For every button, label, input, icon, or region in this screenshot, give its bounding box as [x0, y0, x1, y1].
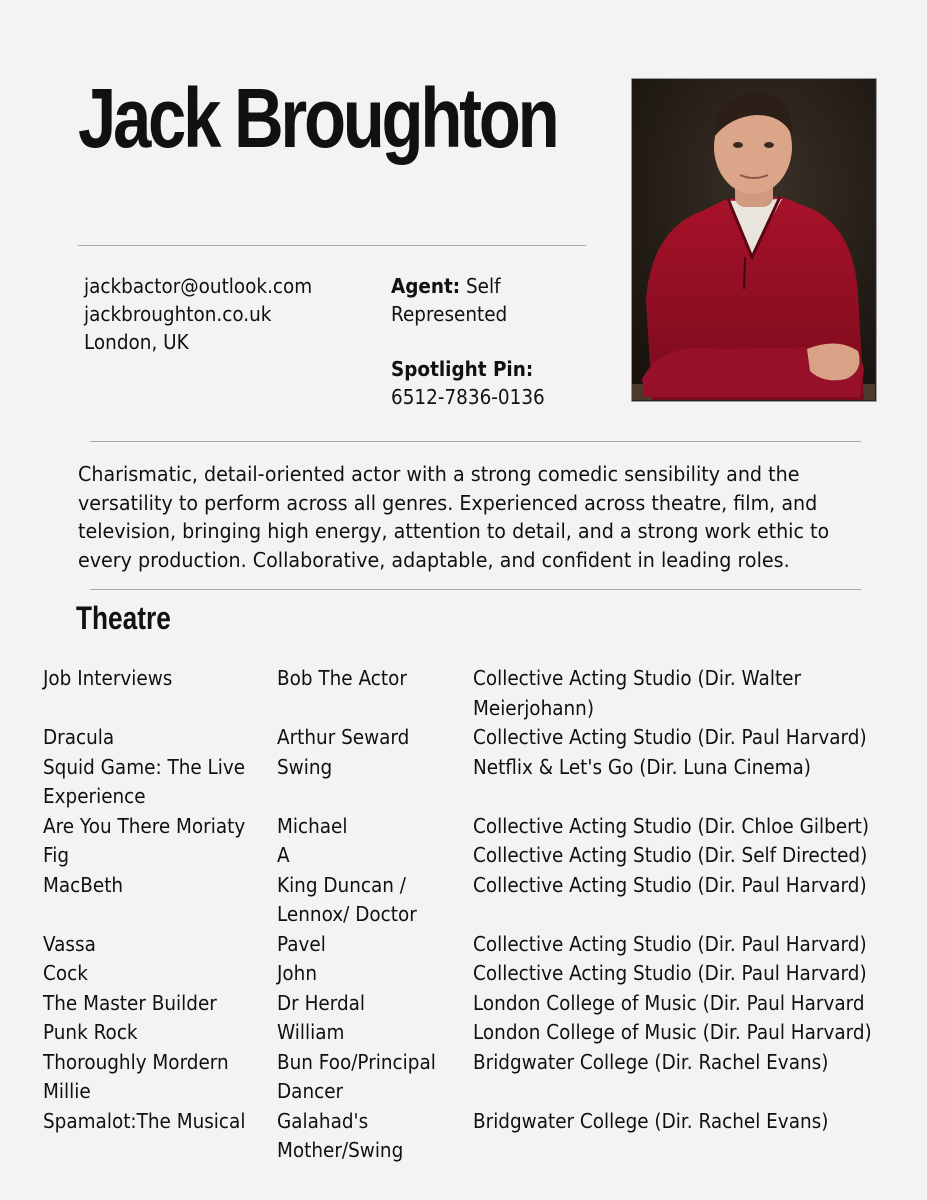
- role-cell: [277, 841, 473, 871]
- production-title: Are You There Moriaty: [43, 813, 246, 838]
- spotlight-pin-value: 6512-7836-0136: [391, 385, 545, 409]
- bio-bottom-divider: [90, 589, 861, 590]
- table-row: [43, 753, 903, 812]
- role-cell: [277, 1107, 473, 1166]
- agent-spacer: [391, 328, 545, 355]
- company-cell: [473, 664, 903, 723]
- company-cell: [473, 753, 903, 812]
- actor-name: Jack Broughton: [78, 71, 557, 165]
- production-title: Thoroughly Mordern Millie: [43, 1049, 229, 1103]
- production-title: Dracula: [43, 725, 115, 749]
- company-name: Collective Acting Studio (Dir. Paul Harvard): [473, 931, 867, 956]
- pin-label-line: [391, 355, 545, 383]
- production-cell: [43, 812, 277, 842]
- bio-top-divider: [90, 441, 861, 442]
- company-cell: [473, 871, 903, 930]
- bio-line: versatility to perform across all genres. Experienced across theatre, film, and: [78, 490, 818, 515]
- location-text: London, UK: [84, 330, 189, 354]
- headshot-photo: [631, 78, 877, 402]
- production-cell: [43, 959, 277, 989]
- company-name: Collective Acting Studio (Dir. Paul Harvard): [473, 961, 867, 985]
- company-name: Collective Acting Studio (Dir. Paul Harvard): [473, 872, 867, 897]
- role-name: A: [277, 843, 290, 867]
- agent-label: Agent:: [391, 274, 461, 298]
- company-name: London College of Music (Dir. Paul Harvard): [473, 1020, 872, 1044]
- table-row: [43, 841, 903, 871]
- role-name: Arthur Seward: [277, 725, 410, 749]
- production-title: Squid Game: The Live Experience: [43, 754, 246, 808]
- company-cell: [473, 1107, 903, 1166]
- table-row: [43, 930, 903, 960]
- role-cell: [277, 959, 473, 989]
- company-name: Collective Acting Studio (Dir. Walter Meierjohann): [473, 666, 802, 720]
- theatre-credits-table: [43, 664, 903, 1166]
- production-title: Fig: [43, 843, 70, 867]
- company-name: London College of Music (Dir. Paul Harvard: [473, 990, 865, 1015]
- agent-value-line2: Represented: [391, 302, 508, 326]
- contact-info: [84, 272, 332, 356]
- table-row: [43, 812, 903, 842]
- production-title: Vassa: [43, 931, 96, 956]
- role-name: Galahad's Mother/Swing: [277, 1108, 404, 1162]
- company-name: Bridgwater College (Dir. Rachel Evans): [473, 1049, 829, 1074]
- bio-line: Charismatic, detail-oriented actor with a strong comedic sensibility and the: [78, 462, 800, 486]
- table-row: [43, 1107, 903, 1166]
- role-name: Michael: [277, 813, 348, 838]
- production-cell: [43, 841, 277, 871]
- role-cell: [277, 1048, 473, 1107]
- email-text: jackbactor@outlook.com: [84, 274, 313, 298]
- bio-paragraph: [78, 460, 878, 574]
- production-title: Punk Rock: [43, 1020, 138, 1044]
- role-name: King Duncan / Lennox/ Doctor: [277, 872, 417, 926]
- company-cell: [473, 812, 903, 842]
- company-cell: [473, 959, 903, 989]
- production-title: Job Interviews: [43, 666, 173, 690]
- bio-line: every production. Collaborative, adaptable, and confident in leading roles.: [78, 547, 790, 572]
- production-title: MacBeth: [43, 872, 124, 897]
- role-name: Dr Herdal: [277, 990, 366, 1015]
- agent-value: Self: [465, 274, 501, 298]
- role-name: Bun Foo/Principal Dancer: [277, 1049, 436, 1103]
- table-row: [43, 959, 903, 989]
- role-cell: [277, 1018, 473, 1048]
- role-cell: [277, 812, 473, 842]
- role-cell: [277, 930, 473, 960]
- production-cell: [43, 753, 277, 812]
- table-row: [43, 664, 903, 723]
- production-cell: [43, 1107, 277, 1166]
- company-name: Collective Acting Studio (Dir. Paul Harvard): [473, 725, 867, 749]
- production-title: Spamalot:The Musical: [43, 1108, 246, 1133]
- role-cell: [277, 723, 473, 753]
- role-cell: [277, 753, 473, 812]
- table-row: [43, 871, 903, 930]
- role-name: Swing: [277, 754, 333, 779]
- spotlight-pin-label: Spotlight Pin:: [391, 357, 534, 381]
- table-row: [43, 989, 903, 1019]
- production-cell: [43, 1048, 277, 1107]
- role-name: Bob The Actor: [277, 666, 407, 690]
- company-cell: [473, 723, 903, 753]
- production-title: The Master Builder: [43, 990, 217, 1015]
- agent-info: [391, 272, 558, 411]
- company-cell: [473, 930, 903, 960]
- header-divider: [78, 245, 586, 246]
- agent-line: [391, 272, 545, 300]
- production-cell: [43, 930, 277, 960]
- role-cell: [277, 664, 473, 723]
- headshot-illustration: [632, 79, 875, 400]
- role-name: William: [277, 1020, 345, 1044]
- company-cell: [473, 841, 903, 871]
- company-cell: [473, 989, 903, 1019]
- company-name: Netflix & Let's Go (Dir. Luna Cinema): [473, 754, 811, 779]
- company-cell: [473, 1018, 903, 1048]
- production-cell: [43, 1018, 277, 1048]
- theatre-section-title: Theatre: [76, 600, 171, 636]
- company-cell: [473, 1048, 903, 1107]
- role-cell: [277, 989, 473, 1019]
- production-cell: [43, 871, 277, 930]
- company-name: Bridgwater College (Dir. Rachel Evans): [473, 1108, 829, 1133]
- production-title: Cock: [43, 961, 88, 985]
- company-name: Collective Acting Studio (Dir. Chloe Gilbert): [473, 813, 870, 838]
- website-text: jackbroughton.co.uk: [84, 302, 272, 326]
- role-name: Pavel: [277, 931, 326, 956]
- role-cell: [277, 871, 473, 930]
- role-name: John: [277, 961, 318, 985]
- production-cell: [43, 989, 277, 1019]
- bio-line: television, bringing high energy, attention to detail, and a strong work ethic to: [78, 519, 830, 543]
- table-row: [43, 1018, 903, 1048]
- production-cell: [43, 723, 277, 753]
- production-cell: [43, 664, 277, 723]
- table-row: [43, 723, 903, 753]
- table-row: [43, 1048, 903, 1107]
- company-name: Collective Acting Studio (Dir. Self Directed): [473, 843, 868, 867]
